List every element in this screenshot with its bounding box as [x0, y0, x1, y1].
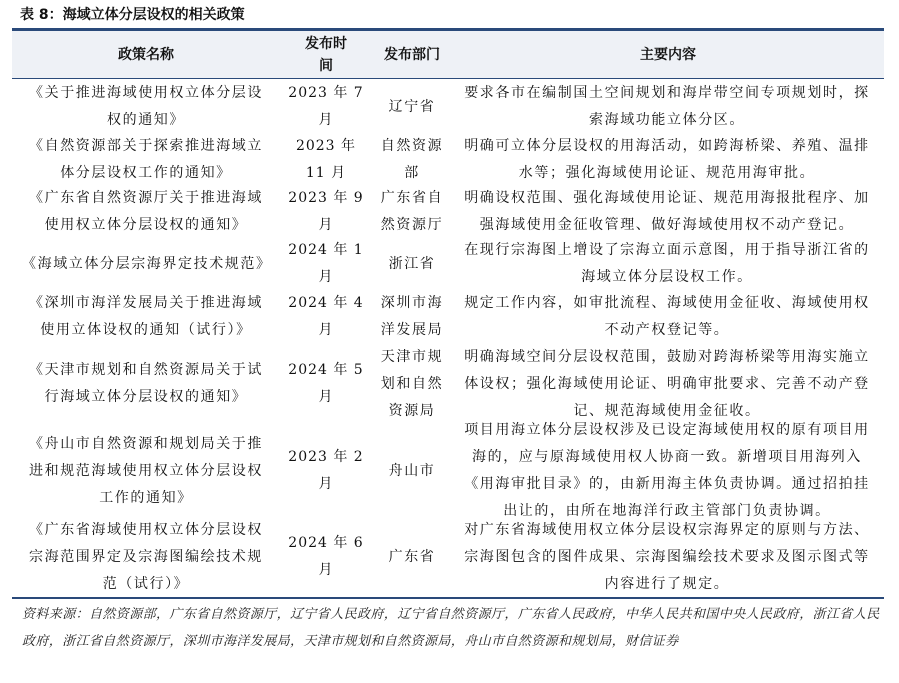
- header-publish-time: 发布时间: [305, 35, 347, 74]
- content-cell: [452, 186, 884, 238]
- publish-time-cell: [280, 186, 372, 238]
- publish-time: 2023 年 2 月: [288, 449, 364, 492]
- policy-name: 《广东省海域使用权立体分层设权宗海范围界定及宗海图编绘技术规范（试行）》: [29, 521, 263, 592]
- publish-time-cell: [280, 290, 372, 344]
- department-cell: [372, 80, 452, 134]
- main-content: 项目用海立体分层设权涉及已设定海域使用权的原有项目用海的，应与原海域使用权人协商一致。新增项目用海列入《用海审批目录》的，由新用海主体负责协调。通过招拍挂出让的，由所在地海洋行政主管部门负责协调。: [464, 422, 870, 519]
- content-cell: [452, 80, 884, 134]
- publish-time: 2023 年 7 月: [288, 85, 364, 128]
- department: 广东省自然资源厅: [380, 190, 444, 233]
- content-cell: [452, 134, 884, 186]
- table-row: [12, 186, 884, 238]
- department: 广东省: [388, 548, 436, 565]
- publish-time-cell: [280, 134, 372, 186]
- department: 舟山市: [388, 462, 436, 479]
- table-header: [12, 31, 884, 79]
- department-cell: [372, 424, 452, 518]
- policy-name: 《海域立体分层宗海界定技术规范》: [22, 255, 272, 272]
- policy-name-cell: [12, 238, 280, 290]
- table-row: [12, 134, 884, 186]
- policy-name: 《自然资源部关于探索推进海域立体分层设权工作的通知》: [29, 138, 263, 181]
- department-cell: [372, 238, 452, 290]
- department-cell: [372, 186, 452, 238]
- policy-name: 《广东省自然资源厅关于推进海域使用权立体分层设权的通知》: [29, 190, 263, 233]
- main-content: 要求各市在编制国土空间规划和海岸带空间专项规划时，探索海域功能立体分区。: [464, 85, 870, 128]
- main-content: 明确设权范围、强化海域使用论证、规范用海报批程序、加强海域使用金征收管理、做好海域使用权不动产登记。: [464, 190, 870, 233]
- table-caption: 表 8：海域立体分层设权的相关政策: [20, 7, 245, 23]
- table-row: [12, 238, 884, 290]
- policy-name-cell: [12, 134, 280, 186]
- content-cell: [452, 344, 884, 424]
- publish-time-cell: [280, 518, 372, 596]
- policy-name-cell: [12, 518, 280, 596]
- department-cell: [372, 134, 452, 186]
- department-cell: [372, 344, 452, 424]
- policy-name: 《舟山市自然资源和规划局关于推进和规范海域使用权立体分层设权工作的通知》: [29, 435, 263, 506]
- table-row: [12, 290, 884, 344]
- content-cell: [452, 238, 884, 290]
- table-row: [12, 518, 884, 596]
- header-main-content: 主要内容: [640, 46, 696, 63]
- table-bottom-rule: [12, 597, 884, 599]
- table-row: [12, 80, 884, 134]
- publish-time-cell: [280, 424, 372, 518]
- policy-name-cell: [12, 424, 280, 518]
- table-body: [12, 80, 884, 596]
- publish-time: 2024 年 4 月: [288, 295, 364, 338]
- policy-name-cell: [12, 186, 280, 238]
- header-publishing-department: 发布部门: [384, 46, 440, 63]
- department: 深圳市海洋发展局: [380, 295, 444, 338]
- main-content: 明确海域空间分层设权范围，鼓励对跨海桥梁等用海实施立体设权；强化海域使用论证、明确审批要求、完善不动产登记、规范海域使用金征收。: [464, 348, 870, 419]
- content-cell: [452, 290, 884, 344]
- main-content: 对广东省海域使用权立体分层设权宗海界定的原则与方法、宗海图包含的图件成果、宗海图编绘技术要求及图示图式等内容进行了规定。: [464, 521, 870, 592]
- department-cell: [372, 290, 452, 344]
- main-content: 规定工作内容，如审批流程、海域使用金征收、海域使用权不动产权登记等。: [464, 295, 870, 338]
- department: 自然资源部: [380, 138, 444, 181]
- department: 天津市规划和自然资源局: [380, 348, 444, 419]
- policy-name-cell: [12, 344, 280, 424]
- table-row: [12, 344, 884, 424]
- content-cell: [452, 518, 884, 596]
- policy-name: 《天津市规划和自然资源局关于试行海域立体分层设权的通知》: [29, 362, 263, 405]
- publish-time: 2024 年 6 月: [288, 535, 364, 578]
- publish-time: 2024 年 1 月: [288, 242, 364, 285]
- policy-name-cell: [12, 80, 280, 134]
- department-cell: [372, 518, 452, 596]
- publish-time-cell: [280, 238, 372, 290]
- publish-time-cell: [280, 80, 372, 134]
- publish-time: 2024 年 5 月: [288, 362, 364, 405]
- policy-name-cell: [12, 290, 280, 344]
- policy-name: 《关于推进海域使用权立体分层设权的通知》: [29, 85, 263, 128]
- main-content: 在现行宗海图上增设了宗海立面示意图，用于指导浙江省的海域立体分层设权工作。: [464, 242, 870, 285]
- publish-time: 2023 年 9 月: [288, 190, 364, 233]
- content-cell: [452, 424, 884, 518]
- source-note: 资料来源：自然资源部，广东省自然资源厅，辽宁省人民政府，辽宁省自然资源厅，广东省人民政府，中华人民共和国中央人民政府，浙江省人民政府，浙江省自然资源厅，深圳市海洋发展局，天津市规划和自然资源局，舟山市自然资源和规划局，财信证券: [22, 607, 880, 649]
- table-row: [12, 424, 884, 518]
- publish-time: 2023 年 11 月: [295, 138, 357, 181]
- header-policy-name: 政策名称: [118, 46, 174, 63]
- main-content: 明确可立体分层设权的用海活动，如跨海桥梁、养殖、温排水等；强化海域使用论证、规范用海审批。: [464, 138, 870, 181]
- department: 浙江省: [388, 255, 436, 272]
- publish-time-cell: [280, 344, 372, 424]
- department: 辽宁省: [388, 98, 436, 115]
- policy-name: 《深圳市海洋发展局关于推进海域使用立体设权的通知（试行）》: [29, 295, 263, 338]
